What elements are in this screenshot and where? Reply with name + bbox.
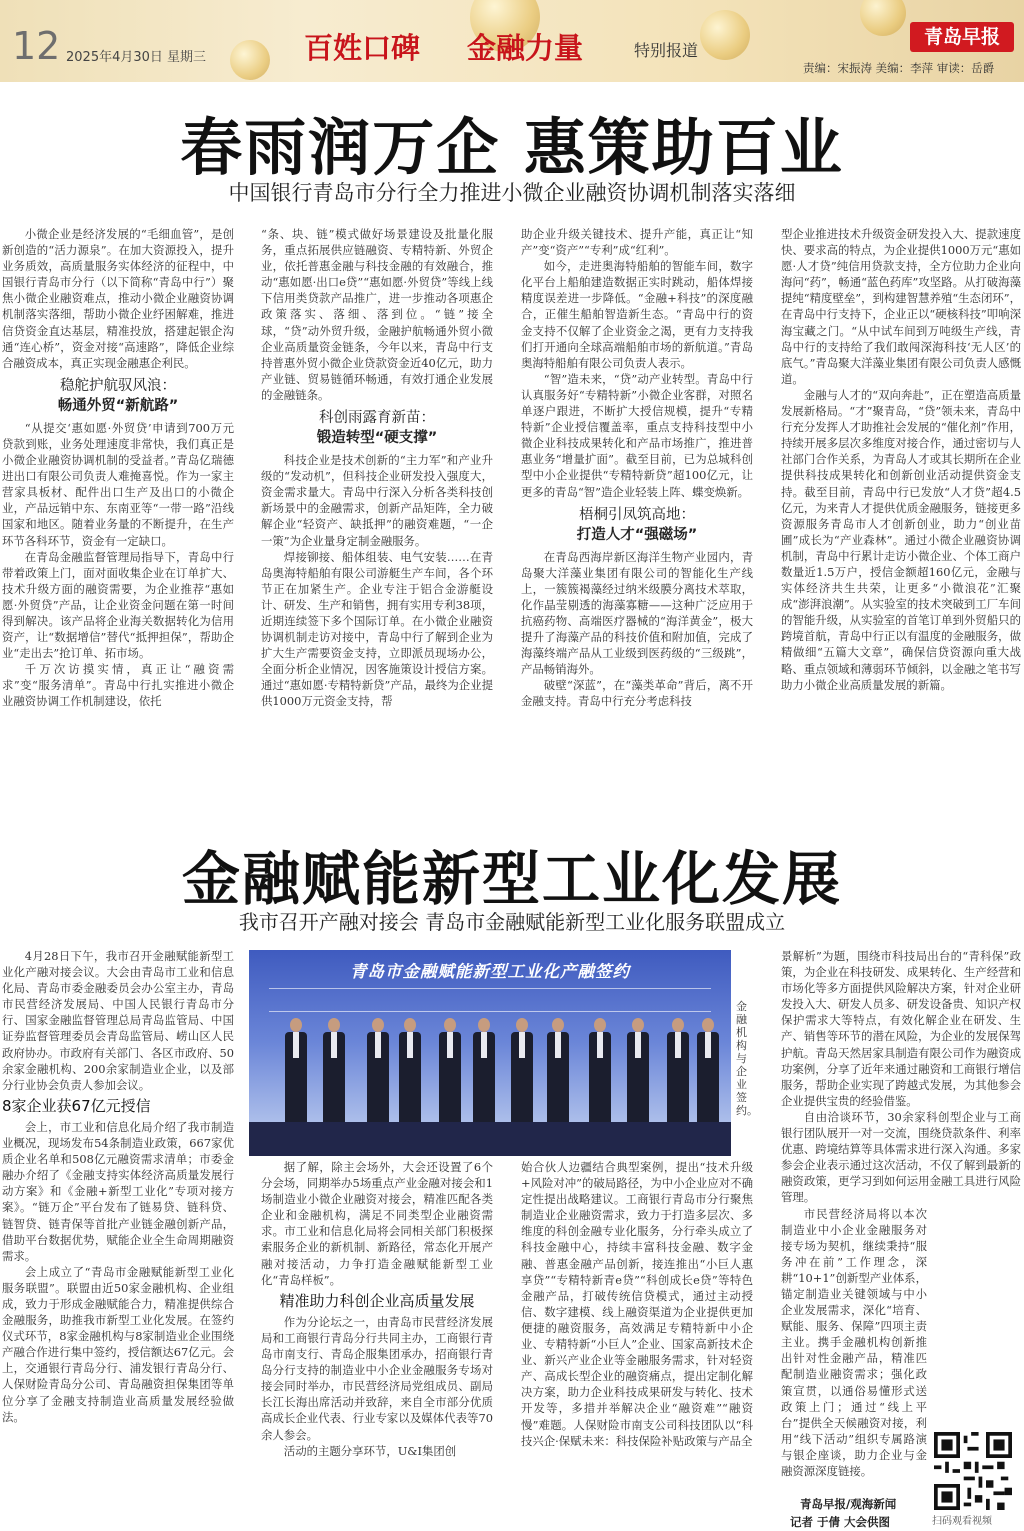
signing-attendee [285, 1018, 307, 1122]
paragraph: 型企业推进技术升级资金研发投入大、提款速度快、要求高的特点，为企业提供1000万元“惠如愿·人才贷”纯信用贷款支持，全方位助力企业向海问“药”，畅通“蓝色药库”攻坚路。从打破海藻提纯“精度壁垒”，到构建智慧养殖“生态闭环”，在青岛中行支持下，企业正以“硬核科技”叩响深海宝藏之门。“从中试车间到万吨级生产线，青岛中行的支持给了我们敢闯深海科技‘无人区’的底气。”青岛聚大洋藻业集团有限公司负责人感慨道。 [781, 227, 1021, 386]
article2-column-1 [2, 948, 234, 1425]
paragraph: 会上，市工业和信息化局介绍了我市制造业概况，现场发布54条制造业政策，667家优质企业名单和508亿元融资需求清单；市委金融办介绍了《金融支持实体经济高质量发展行动方案》和《金融+新型工业化”专项对接方案》。“链万企”平台发布了链易贷、链科贷、链智贷、链青保等首批产业链金融创新产品，借助平台数据优势，赋能企业全生命周期融资需求。 [2, 1119, 234, 1263]
heading-line: 畅通外贸“新航路” [57, 397, 179, 414]
page-header [0, 0, 1024, 82]
paragraph: “从提交‘惠如愿·外贸贷’申请到700万元贷款到账，业务处理速度非常快，我们真正是小微企业融资协调机制的受益者。”青岛亿瑞德进出口有限公司负责人难掩喜悦。作为一家主营家具板材、配件出口生产及出口的小微企业，产品远销中东、东南亚等“一带一路”沿线国家和地区。随着业务量的不断提升，在生产环节各科环节，资金有一定缺口。 [2, 420, 234, 548]
article2-title: 金融赋能新型工业化发展 [181, 845, 842, 913]
stage-floor [249, 1122, 731, 1156]
signing-attendee [323, 1018, 345, 1122]
paragraph: 据了解，除主会场外，大会还设置了6个分会场，同期举办5场重点产业金融对接会和1场制造业小微企业融资对接会，精准匹配各类企业和金融机构，满足不同类型企业融资需求。市工业和信息化局将会同相关部门积极探索服务企业的新机制、新路径，常态化开展产融对接活动，力争打造金融赋能新型工业化“青岛样板”。 [261, 1160, 493, 1287]
signing-attendee [511, 1018, 533, 1122]
signing-attendee [439, 1018, 461, 1122]
qr-code-icon[interactable] [934, 1432, 1012, 1510]
paragraph: “智”造未来，“贷”动产业转型。青岛中行认真服务好“专精特新”小微企业客群，对照名单逐户跟进，不断扩大授信规模，提升“专精特新”企业授信覆盖率，重点支持科技型中小微企业科技成果转化和产品市场推广，推进普惠业务“增量扩面”。截至目前，已为总城科创型中小企业提供“专精特新贷”超100亿元，让更多的青岛“智”造企业轻装上阵、蝶变焕新。 [521, 371, 753, 499]
heading-line: 稳舵护航驭风浪： [60, 377, 176, 394]
section-heading: 精准助力科创企业高质量发展 [279, 1291, 475, 1310]
heading-line: 梧桐引凤筑高地： [579, 506, 695, 523]
paragraph: 如今，走进奥海特船舶的智能车间，数字化平台上船舶建造数据正实时跳动，船体焊接精度误差进一步降低。“金融+科技”的深度融合，正催生船舶智造新生态。“青岛中行的资金支持不仅解了企业资金之渴，更有力支持我们打开通向全球高端船舶市场的新航道。”青岛奥海特船舶有限公司负责人表示。 [521, 259, 753, 370]
heading-line: 打造人才“强磁场” [576, 526, 698, 543]
section-heading: 8家企业获67亿元授信 [2, 1096, 151, 1115]
coin-decoration [860, 0, 906, 36]
paragraph: 4月28日下午，我市召开金融赋能新型工业化产融对接会议。大会由青岛市工业和信息化局、青岛市委金融委员会办公室主办，青岛市民营经济发展局、中国人民银行青岛市分行、国家金融监督管理总局青岛监管局、中国证券监督管理委员会青岛监管局、崂山区人民政府协办。市政府有关部门、各区市政府、50余家金融机构、200余家制造业企业，以及部分行业协会负责人参加会议。 [2, 949, 234, 1092]
paragraph: 活动的主题分享环节，U&I集团创 [283, 1443, 457, 1458]
paragraph: 小微企业是经济发展的“毛细血管”，是创新创造的“活力源泉”。在加大资源投入，提升业务质效，高质量服务实体经济的征程中，中国银行青岛市分行（以下简称“青岛中行”）聚焦小微企业融资难点，推动小微企业融资协调机制落实落细，帮助小微企业纾困解难，推进信贷资金直达基层，精准投放，搭建起银企沟通“连心桥”，资金对接“高速路”，降低企业综合融资成本，真正实现金融惠企利民。 [2, 227, 234, 370]
qr-caption: 扫码观看视频 [932, 1516, 992, 1527]
article1-column-4 [781, 226, 1021, 693]
signing-attendee [589, 1018, 611, 1122]
paragraph: 千万次访摸实情，真正让“融资需求”变“服务清单”。青岛中行扎实推进小微企业融资协调工作机制建设，依托 [2, 662, 234, 709]
byline-reporter: 记者 于倩 大会供图 [790, 1515, 891, 1529]
article2-subtitle: 我市召开产融对接会 青岛市金融赋能新型工业化服务联盟成立 [238, 910, 786, 934]
article1-column-1 [2, 226, 234, 710]
issue-date: 2025年4月30日 星期三 [66, 50, 207, 65]
signing-attendee [627, 1018, 649, 1122]
paragraph: 景解析”为题，围绕市科技局出台的“青科保”政策，为企业在科技研发、成果转化、生产经营和市场化等多方面提供风险解决方案，针对企业研发投入大、研发人员多、研发设备贵、知识产权保护需求大等特点，有效化解企业在研发、生产、销售等环节的潜在风险，为企业的发展保驾护航。青岛天然居家具制造有限公司作为融资成功案例，分享了近年来通过融资和工商银行增信服务，帮助企业实现了跨越式发展，为其他参会企业提供宝贵的经验借鉴。 [781, 949, 1021, 1108]
photo-caption: 金融机构与企业签约。 [736, 1000, 758, 1117]
slogan-left: 百姓口碑 [304, 31, 421, 65]
signing-attendee [399, 1018, 421, 1122]
coin-decoration [700, 10, 750, 60]
heading-line: 科创雨露育新苗： [319, 410, 435, 427]
signing-attendee [697, 1018, 719, 1122]
backdrop-signs [269, 988, 711, 1012]
article1-column-3 [521, 226, 753, 710]
signing-ceremony-photo [249, 950, 731, 1156]
paragraph: 在青岛金融监督管理局指导下，青岛中行带着政策上门，面对面收集企业在订单扩大、技术升级方面的融资需要，为企业推荐“惠如愿·外贸贷”产品，让企业资金问题在第一时间得到解决。该产品将企业海关数据转化为信用资产，让“数据增信”替代“抵押担保”，帮助企业“走出去”抢订单、拓市场。 [2, 549, 234, 661]
paragraph: “条、块、链”模式做好场景建设及批量化服务，重点拓展供应链融资、专精特新、外贸企业，依托普惠金融与科技金融的有效融合，推动“惠如愿·出口e贷”“惠如愿·外贸贷”等线上线下信用类贷款产品推广，进一步推动各项惠企政策落实、落细、落到位。“链”接全球，“贷”动外贸升级，金融护航畅通外贸小微企业高质量资金链条，今年以来，青岛中行支持普惠外贸小微企业贷款资金近40亿元，助力产业链、贸易链循环畅通，有效打通企业发展的金融链条。 [261, 227, 493, 402]
article1-subtitle: 中国银行青岛市分行全力推进小微企业融资协调机制落实落细 [228, 181, 796, 205]
section-heading [261, 408, 493, 448]
paragraph: 市民营经济局将以本次制造业中小企业金融服务对接专场为契机，继续秉持“服务冲在前”工作理念，深耕“10+1”创新型产业体系，锚定制造业关键领域与中小企业发展需求，深化“培育、赋能、服务、保障”四项主责主业。携手金融机构创新推出针对性金融产品，精准匹配制造业融资需求；强化政策宣贯，以通俗易懂形式送政策上门；通过“线上平台”提供全天候融资对接，利用“线下活动”组织专属路演与银企座谈，助力企业与金融资源深度链接。 [781, 1206, 927, 1478]
paragraph: 在青岛西海岸新区海洋生物产业园内，青岛聚大洋藻业集团有限公司的智能化生产线上，一簇簇褐藻经过纳米级膜分离技术萃取，化作晶莹剔透的海藻寡糖——这种广泛应用于抗癌药物、高端医疗器械的“海洋黄金”，极大提升了海藻产品的科技价值和附加值，完成了海藻终端产品从工业级到医药级的“三级跳”，产品畅销海外。 [521, 549, 753, 677]
paragraph: 助企业升级关键技术、提升产能，真正让“知产”变“资产”“专利”成“红利”。 [521, 227, 753, 258]
signing-attendee [547, 1018, 569, 1122]
page-number: 12 [12, 24, 61, 68]
paragraph: 自由洽谈环节，30余家科创型企业与工商银行团队展开一对一交流，围绕贷款条件、利率优惠、跨境结算等具体需求进行深入沟通。多家参会企业表示通过这次活动，不仅了解到最新的融资政策，更学习到如何运用金融工具进行风险管理。 [781, 1109, 1021, 1205]
paragraph: 金融与人才的“双向奔赴”，正在塑造高质量发展新格局。“才”聚青岛，“贷”领未来，青岛中行充分发挥人才助推社会发展的“催化剂”作用，持续开展多层次多维度对接合作，通过密切与人社部门合作关系，为青岛人才或其长期所在企业提供科技成果转化和创新创业活动提供资金支持。截至目前，青岛中行已发放“人才贷”超4.5亿元，为来青人才提供优质金融服务，链接更多资源服务青岛市人才创新创业，助力“创业苗圃”成长为“产业森林”。通过小微企业融资协调机制，青岛中行累计走访小微企业、个体工商户数量近1.5万户，授信金额超160亿元，金融与实体经济共生共荣，让更多“小微浪花”汇聚成“澎湃浪潮”。从实验室的技术突破到工厂车间的智能升级，从实验室的首笔订单到外贸船只的跨境首航，青岛中行正以有温度的金融服务，做精做细“五篇大文章”，确保信贷资源向重大战略、重点领域和薄弱环节倾斜，以金融之笔书写助力小微企业高质量发展的新篇。 [781, 387, 1021, 692]
newspaper-logo-icon: 青岛早报 [910, 22, 1014, 52]
article2-column-4 [781, 948, 1021, 1479]
photo-banner: 青岛市金融赋能新型工业化产融签约 [350, 962, 630, 981]
section-heading [521, 505, 753, 545]
paragraph: 焊接铆接、船体组装、电气安装……在青岛奥海特船舶有限公司游艇生产车间，各个环节正在加紧生产。企业专注于铝合金游艇设计、研发、生产和销售，拥有实用专利38项，近期连续签下多个国际订单。在小微企业融资协调机制走访对接中，青岛中行了解到企业为扩大生产需要资金支持，立即派员现场办公，全面分析企业情况，因客施策设计授信方案。通过“惠如愿·专精特新贷”产品，最终为企业提供1000万元资金支持，帮 [261, 549, 493, 709]
byline-source: 青岛早报/观海新闻 [800, 1497, 897, 1511]
section-label: 特别报道 [634, 41, 699, 60]
article1-title: 春雨润万企 惠策助百业 [180, 111, 844, 184]
paragraph: 始合伙人边疆结合典型案例，提出“技术升级+风险对冲”的破局路径，为中小企业应对不确定性提出战略建议。工商银行青岛市分行聚焦制造业企业融资需求，致力于打造多层次、多维度的科创金融专业化服务，分行牵头成立了科技金融中心，持续丰富科技金融、数字金融、普惠金融产品创新，接连推出“小巨人惠享贷”“专精特新青e贷”“科创成长e贷”等特色金融产品，打破传统信贷模式，通过主动授信、数字建模、线上融资渠道为企业提供更加便捷的融资服务，高效满足专精特新中小企业、专精特新“小巨人”企业、国家高新技术企业、新兴产业企业等金融服务需求，针对轻资产、高成长型企业的融资痛点，提出定制化解决方案，助力企业科技成果研发与转化、技术开发等，多措并举解决企业“融资难”“融资慢”难题。人保财险市南支公司科技团队以“科技兴企·保赋未来：科技保险补贴政策与产品全 [521, 1160, 753, 1448]
slogan-right: 金融力量 [467, 31, 584, 65]
section-heading [2, 376, 234, 416]
heading-line: 锻造转型“硬支撑” [316, 430, 438, 447]
paragraph: 科技企业是技术创新的“主力军”和产业升级的“发动机”，但科技企业研发投入强度大，资金需求量大。青岛中行深入分析各类科技创新场景中的金融需求，创新产品矩阵，全力破解企业“轻资产、缺抵押”的融资难题，“一企一策”为企业量身定制金融服务。 [261, 453, 493, 548]
paragraph: 会上成立了“青岛市金融赋能新型工业化服务联盟”。联盟由近50家金融机构、企业组成，致力于形成金融赋能合力，精准提供综合金融服务，助推我市新型工业化发展。在签约仪式环节，8家金融机构与8家制造业企业围绕产融合作进行集中签约，授信额达67亿元。会上，交通银行青岛分行、浦发银行青岛分行、人保财险青岛分公司、青岛融资担保集团等单位分享了金融支持制造业高质量发展经验做法。 [2, 1264, 234, 1424]
column-4-tail [781, 1206, 927, 1480]
signing-attendee [473, 1018, 495, 1122]
editor-credits: 责编：宋振涛 美编：李萍 审读：岳爵 [803, 61, 995, 75]
paragraph: 破壁“深蓝”，在“藻类革命”背后，离不开金融支持。青岛中行充分考虑科技 [521, 678, 753, 709]
signing-attendee [367, 1018, 389, 1122]
article2-column-3 [521, 1159, 753, 1449]
signing-attendee [667, 1018, 689, 1122]
article2-column-2 [261, 1159, 493, 1459]
article1-column-2 [261, 226, 493, 710]
paragraph: 作为分论坛之一，由青岛市民营经济发展局和工商银行青岛分行共同主办，工商银行青岛市南支行、青岛企服集团承办，招商银行青岛分行支持的制造业中小企业金融服务专场对接会同时举办，市民营经济局党组成员、副局长江长海出席活动并致辞，来自全市部分优质高成长企业代表、行业专家以及媒体代表等70余人参会。 [261, 1314, 493, 1442]
coin-decoration [230, 40, 270, 80]
